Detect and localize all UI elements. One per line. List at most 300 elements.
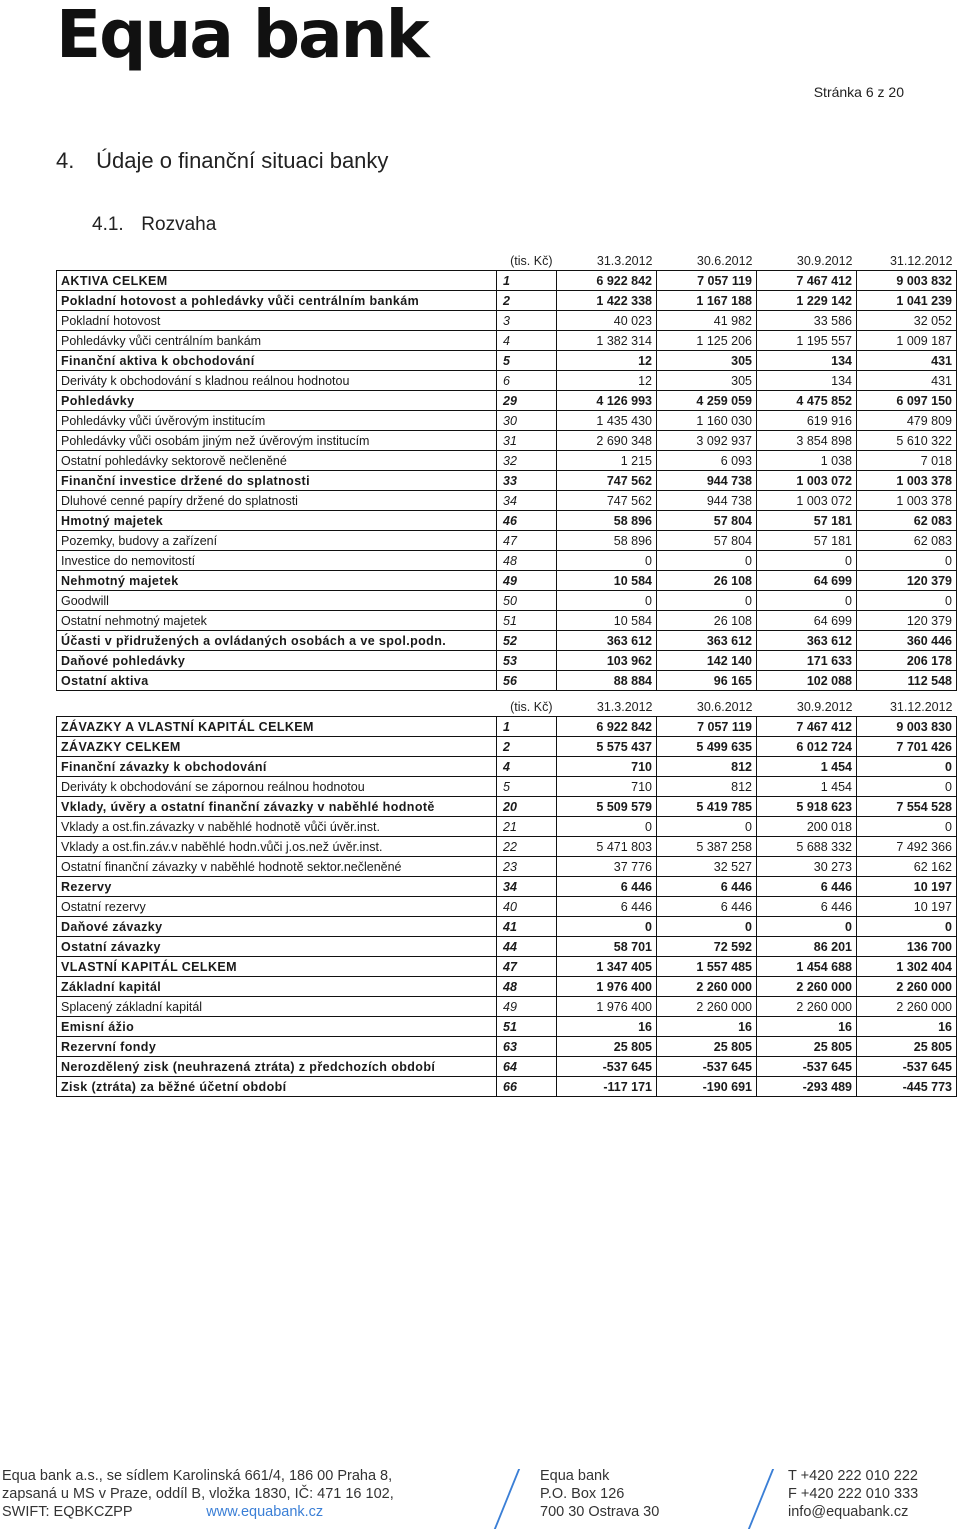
value-cell: 6 097 150 [857, 391, 957, 411]
value-cell: 4 126 993 [557, 391, 657, 411]
table-row [57, 1037, 957, 1057]
table-row [57, 331, 957, 351]
table-row [57, 291, 957, 311]
value-cell: 26 108 [657, 571, 757, 591]
value-cell: -445 773 [857, 1077, 957, 1097]
row-label: Ostatní pohledávky sektorově nečleněné [57, 451, 497, 471]
row-code: 47 [497, 531, 557, 551]
liabilities-table [56, 697, 957, 1097]
value-cell: 710 [557, 757, 657, 777]
value-cell: 7 057 119 [657, 717, 757, 737]
value-cell: -537 645 [657, 1057, 757, 1077]
value-cell: 16 [857, 1017, 957, 1037]
value-cell: 134 [757, 371, 857, 391]
value-cell: 37 776 [557, 857, 657, 877]
value-cell: 1 229 142 [757, 291, 857, 311]
value-cell: -293 489 [757, 1077, 857, 1097]
footer-phone: T +420 222 010 222 [788, 1468, 918, 1484]
table-row [57, 937, 957, 957]
row-label: Pohledávky vůči úvěrovým institucím [57, 411, 497, 431]
value-cell: 2 260 000 [657, 997, 757, 1017]
value-cell: 1 347 405 [557, 957, 657, 977]
value-cell: 62 083 [857, 511, 957, 531]
row-code: 30 [497, 411, 557, 431]
value-cell: 1 041 239 [857, 291, 957, 311]
row-label: Vklady a ost.fin.záv.v naběhlé hodn.vůči j.os.než úvěr.inst. [57, 837, 497, 857]
row-code: 32 [497, 451, 557, 471]
table-header-row [57, 697, 957, 717]
table-row [57, 917, 957, 937]
value-cell: 3 092 937 [657, 431, 757, 451]
value-cell: 363 612 [657, 631, 757, 651]
value-cell: 134 [757, 351, 857, 371]
row-code: 2 [497, 737, 557, 757]
row-code: 34 [497, 491, 557, 511]
row-code: 47 [497, 957, 557, 977]
value-cell: 0 [857, 757, 957, 777]
value-cell: 6 922 842 [557, 717, 657, 737]
row-code: 3 [497, 311, 557, 331]
value-cell: 6 446 [657, 897, 757, 917]
table-header-row [57, 251, 957, 271]
footer-line: Equa bank [540, 1468, 610, 1484]
value-cell: 120 379 [857, 571, 957, 591]
row-label: AKTIVA CELKEM [57, 271, 497, 291]
value-cell: 1 038 [757, 451, 857, 471]
table-row [57, 977, 957, 997]
value-cell: 10 197 [857, 877, 957, 897]
table-row [57, 837, 957, 857]
table-row [57, 877, 957, 897]
row-code: 40 [497, 897, 557, 917]
value-cell: 136 700 [857, 937, 957, 957]
value-cell: 120 379 [857, 611, 957, 631]
table-row [57, 391, 957, 411]
row-label: Vklady a ost.fin.závazky v naběhlé hodnotě vůči úvěr.inst. [57, 817, 497, 837]
value-cell: 1 435 430 [557, 411, 657, 431]
value-cell: 58 701 [557, 937, 657, 957]
row-label: Nerozdělený zisk (neuhrazená ztráta) z předchozích období [57, 1057, 497, 1077]
value-cell: 171 633 [757, 651, 857, 671]
row-code: 48 [497, 551, 557, 571]
row-code: 48 [497, 977, 557, 997]
value-cell: 6 446 [557, 897, 657, 917]
row-code: 4 [497, 757, 557, 777]
table-row [57, 471, 957, 491]
row-code: 51 [497, 611, 557, 631]
value-cell: 0 [757, 551, 857, 571]
row-code: 34 [497, 877, 557, 897]
table-row [57, 737, 957, 757]
row-code: 49 [497, 571, 557, 591]
value-cell: 0 [857, 777, 957, 797]
row-label: Goodwill [57, 591, 497, 611]
value-cell: 58 896 [557, 531, 657, 551]
value-cell: 619 916 [757, 411, 857, 431]
value-cell: 62 083 [857, 531, 957, 551]
value-cell: 33 586 [757, 311, 857, 331]
table-row [57, 817, 957, 837]
value-cell: 86 201 [757, 937, 857, 957]
value-cell: 1 976 400 [557, 997, 657, 1017]
row-label: Ostatní finanční závazky v naběhlé hodnotě sektor.nečleněné [57, 857, 497, 877]
row-code: 1 [497, 271, 557, 291]
table-row [57, 797, 957, 817]
row-label: Ostatní aktiva [57, 671, 497, 691]
value-cell: 363 612 [557, 631, 657, 651]
row-label: Pozemky, budovy a zařízení [57, 531, 497, 551]
value-cell: 1 557 485 [657, 957, 757, 977]
value-cell: 0 [857, 551, 957, 571]
value-cell: 64 699 [757, 571, 857, 591]
value-cell: 1 003 378 [857, 491, 957, 511]
value-cell: 88 884 [557, 671, 657, 691]
value-cell: 1 454 [757, 777, 857, 797]
value-cell: 5 509 579 [557, 797, 657, 817]
value-cell: 0 [657, 551, 757, 571]
value-cell: 16 [757, 1017, 857, 1037]
value-cell: 1 125 206 [657, 331, 757, 351]
value-cell: 112 548 [857, 671, 957, 691]
row-label: Rezervní fondy [57, 1037, 497, 1057]
subsection-heading [92, 214, 216, 236]
value-cell: 305 [657, 371, 757, 391]
value-cell: 96 165 [657, 671, 757, 691]
value-cell: 103 962 [557, 651, 657, 671]
value-cell: 102 088 [757, 671, 857, 691]
value-cell: 1 009 187 [857, 331, 957, 351]
row-code: 49 [497, 997, 557, 1017]
table-row [57, 431, 957, 451]
value-cell: 200 018 [757, 817, 857, 837]
value-cell: 57 804 [657, 531, 757, 551]
value-cell: 10 197 [857, 897, 957, 917]
period-header: 31.12.2012 [857, 251, 957, 271]
value-cell: 431 [857, 351, 957, 371]
value-cell: 0 [857, 917, 957, 937]
row-code: 4 [497, 331, 557, 351]
row-label: Emisní ážio [57, 1017, 497, 1037]
value-cell: 40 023 [557, 311, 657, 331]
value-cell: 142 140 [657, 651, 757, 671]
value-cell: 5 471 803 [557, 837, 657, 857]
value-cell: 0 [657, 591, 757, 611]
value-cell: 1 167 188 [657, 291, 757, 311]
value-cell: 57 804 [657, 511, 757, 531]
value-cell: 10 584 [557, 611, 657, 631]
value-cell: 0 [557, 591, 657, 611]
row-code: 2 [497, 291, 557, 311]
row-label: Pohledávky [57, 391, 497, 411]
value-cell: 0 [757, 917, 857, 937]
value-cell: 32 527 [657, 857, 757, 877]
row-code: 53 [497, 651, 557, 671]
footer-divider [748, 1469, 774, 1529]
table-row [57, 411, 957, 431]
footer-email: info@equabank.cz [788, 1504, 909, 1520]
header-spacer [57, 697, 497, 717]
row-code: 51 [497, 1017, 557, 1037]
row-code: 5 [497, 351, 557, 371]
value-cell: 72 592 [657, 937, 757, 957]
value-cell: 6 446 [757, 897, 857, 917]
value-cell: 7 018 [857, 451, 957, 471]
value-cell: 2 260 000 [857, 977, 957, 997]
row-label: Účasti v přidružených a ovládaných osobách a ve spol.podn. [57, 631, 497, 651]
row-label: Daňové závazky [57, 917, 497, 937]
row-code: 66 [497, 1077, 557, 1097]
value-cell: 1 422 338 [557, 291, 657, 311]
value-cell: 25 805 [657, 1037, 757, 1057]
row-code: 63 [497, 1037, 557, 1057]
value-cell: -117 171 [557, 1077, 657, 1097]
value-cell: 2 690 348 [557, 431, 657, 451]
footer-fax: F +420 222 010 333 [788, 1486, 919, 1502]
value-cell: 0 [557, 817, 657, 837]
table-row [57, 717, 957, 737]
value-cell: 0 [557, 917, 657, 937]
value-cell: 25 805 [857, 1037, 957, 1057]
value-cell: 5 918 623 [757, 797, 857, 817]
footer [0, 1467, 960, 1527]
value-cell: 0 [857, 591, 957, 611]
equa-bank-logo [56, 0, 428, 73]
value-cell: -537 645 [757, 1057, 857, 1077]
footer-line: zapsaná u MS v Praze, oddíl B, vložka 1830, IČ: 471 16 102, [2, 1486, 394, 1502]
value-cell: 62 162 [857, 857, 957, 877]
row-code: 50 [497, 591, 557, 611]
table-row [57, 997, 957, 1017]
value-cell: 16 [557, 1017, 657, 1037]
table-row [57, 651, 957, 671]
value-cell: 58 896 [557, 511, 657, 531]
value-cell: 1 195 557 [757, 331, 857, 351]
value-cell: 26 108 [657, 611, 757, 631]
table-row [57, 311, 957, 331]
value-cell: 6 093 [657, 451, 757, 471]
table-row [57, 371, 957, 391]
row-label: Ostatní závazky [57, 937, 497, 957]
row-label: Rezervy [57, 877, 497, 897]
value-cell: 6 446 [657, 877, 757, 897]
period-header: 30.9.2012 [757, 251, 857, 271]
table-row [57, 531, 957, 551]
table-row [57, 671, 957, 691]
value-cell: 6 922 842 [557, 271, 657, 291]
row-label: Ostatní nehmotný majetek [57, 611, 497, 631]
footer-contacts [788, 1467, 918, 1521]
table-row [57, 757, 957, 777]
footer-line [2, 1503, 394, 1521]
value-cell: 2 260 000 [657, 977, 757, 997]
table-row [57, 351, 957, 371]
value-cell: 360 446 [857, 631, 957, 651]
subsection-title: Rozvaha [141, 214, 217, 235]
section-title: Údaje o finanční situaci banky [96, 148, 389, 173]
value-cell: 5 387 258 [657, 837, 757, 857]
value-cell: 7 701 426 [857, 737, 957, 757]
period-header: 30.6.2012 [657, 697, 757, 717]
section-number: 4. [56, 148, 75, 173]
value-cell: 1 215 [557, 451, 657, 471]
value-cell: 2 260 000 [857, 997, 957, 1017]
row-label: Pokladní hotovost a pohledávky vůči centrálním bankám [57, 291, 497, 311]
table-row [57, 631, 957, 651]
value-cell: -537 645 [557, 1057, 657, 1077]
value-cell: 1 003 072 [757, 471, 857, 491]
value-cell: 12 [557, 371, 657, 391]
row-code: 52 [497, 631, 557, 651]
value-cell: 7 554 528 [857, 797, 957, 817]
row-label: Finanční investice držené do splatnosti [57, 471, 497, 491]
value-cell: 6 012 724 [757, 737, 857, 757]
table-row [57, 1077, 957, 1097]
row-code: 64 [497, 1057, 557, 1077]
value-cell: 1 454 688 [757, 957, 857, 977]
row-label: ZÁVAZKY CELKEM [57, 737, 497, 757]
value-cell: 9 003 830 [857, 717, 957, 737]
value-cell: 1 302 404 [857, 957, 957, 977]
value-cell: 944 738 [657, 471, 757, 491]
row-label: Vklady, úvěry a ostatní finanční závazky v naběhlé hodnotě [57, 797, 497, 817]
value-cell: 5 688 332 [757, 837, 857, 857]
footer-swift: SWIFT: EQBKCZPP [2, 1504, 133, 1520]
row-label: Hmotný majetek [57, 511, 497, 531]
row-label: Základní kapitál [57, 977, 497, 997]
row-label: Zisk (ztráta) za běžné účetní období [57, 1077, 497, 1097]
row-label: Finanční závazky k obchodování [57, 757, 497, 777]
row-code: 31 [497, 431, 557, 451]
value-cell: 0 [557, 551, 657, 571]
row-code: 21 [497, 817, 557, 837]
header-spacer [57, 251, 497, 271]
value-cell: 431 [857, 371, 957, 391]
value-cell: 57 181 [757, 511, 857, 531]
row-label: Ostatní rezervy [57, 897, 497, 917]
footer-postal-address [540, 1467, 659, 1521]
value-cell: 5 610 322 [857, 431, 957, 451]
value-cell: 747 562 [557, 491, 657, 511]
value-cell: 0 [857, 817, 957, 837]
value-cell: 812 [657, 777, 757, 797]
row-label: Dluhové cenné papíry držené do splatnosti [57, 491, 497, 511]
period-header: 30.6.2012 [657, 251, 757, 271]
footer-line: 700 30 Ostrava 30 [540, 1504, 660, 1520]
value-cell: 7 467 412 [757, 271, 857, 291]
period-header: 30.9.2012 [757, 697, 857, 717]
table-row [57, 1017, 957, 1037]
value-cell: 3 854 898 [757, 431, 857, 451]
value-cell: 0 [657, 817, 757, 837]
value-cell: 12 [557, 351, 657, 371]
value-cell: 479 809 [857, 411, 957, 431]
table-row [57, 491, 957, 511]
row-code: 46 [497, 511, 557, 531]
row-label: Finanční aktiva k obchodování [57, 351, 497, 371]
section-heading [56, 148, 388, 174]
value-cell: 0 [757, 591, 857, 611]
value-cell: -190 691 [657, 1077, 757, 1097]
value-cell: 9 003 832 [857, 271, 957, 291]
value-cell: 812 [657, 757, 757, 777]
value-cell: 25 805 [757, 1037, 857, 1057]
row-label: VLASTNÍ KAPITÁL CELKEM [57, 957, 497, 977]
value-cell: 5 419 785 [657, 797, 757, 817]
value-cell: 1 454 [757, 757, 857, 777]
logo-text: Equa bank [56, 0, 428, 73]
value-cell: 10 584 [557, 571, 657, 591]
table-row [57, 571, 957, 591]
row-code: 20 [497, 797, 557, 817]
value-cell: 32 052 [857, 311, 957, 331]
row-code: 56 [497, 671, 557, 691]
value-cell: 7 467 412 [757, 717, 857, 737]
page-number: Stránka 6 z 20 [813, 84, 904, 100]
row-code: 22 [497, 837, 557, 857]
value-cell: 64 699 [757, 611, 857, 631]
row-code: 5 [497, 777, 557, 797]
unit-label: (tis. Kč) [497, 251, 557, 271]
row-code: 1 [497, 717, 557, 737]
value-cell: 4 259 059 [657, 391, 757, 411]
row-label: Daňové pohledávky [57, 651, 497, 671]
value-cell: 944 738 [657, 491, 757, 511]
value-cell: 6 446 [757, 877, 857, 897]
table-row [57, 551, 957, 571]
value-cell: 1 003 378 [857, 471, 957, 491]
table-row [57, 957, 957, 977]
table-row [57, 777, 957, 797]
row-code: 6 [497, 371, 557, 391]
row-label: Nehmotný majetek [57, 571, 497, 591]
footer-line: Equa bank a.s., se sídlem Karolinská 661/4, 186 00 Praha 8, [2, 1468, 393, 1484]
period-header: 31.3.2012 [557, 251, 657, 271]
period-header: 31.3.2012 [557, 697, 657, 717]
footer-divider [494, 1469, 520, 1529]
row-label: Pohledávky vůči osobám jiným než úvěrovým institucím [57, 431, 497, 451]
table-row [57, 591, 957, 611]
value-cell: 0 [657, 917, 757, 937]
value-cell: 7 057 119 [657, 271, 757, 291]
value-cell: 6 446 [557, 877, 657, 897]
value-cell: 1 382 314 [557, 331, 657, 351]
value-cell: 5 575 437 [557, 737, 657, 757]
value-cell: 1 976 400 [557, 977, 657, 997]
subsection-number: 4.1. [92, 214, 124, 235]
value-cell: 7 492 366 [857, 837, 957, 857]
value-cell: 206 178 [857, 651, 957, 671]
row-label: Deriváty k obchodování s kladnou reálnou hodnotou [57, 371, 497, 391]
value-cell: -537 645 [857, 1057, 957, 1077]
table-row [57, 1057, 957, 1077]
value-cell: 41 982 [657, 311, 757, 331]
value-cell: 30 273 [757, 857, 857, 877]
table-row [57, 271, 957, 291]
row-code: 29 [497, 391, 557, 411]
value-cell: 16 [657, 1017, 757, 1037]
value-cell: 5 499 635 [657, 737, 757, 757]
table-row [57, 511, 957, 531]
value-cell: 57 181 [757, 531, 857, 551]
row-code: 41 [497, 917, 557, 937]
row-code: 44 [497, 937, 557, 957]
row-label: Splacený základní kapitál [57, 997, 497, 1017]
footer-website-link[interactable]: www.equabank.cz [206, 1504, 324, 1520]
row-code: 23 [497, 857, 557, 877]
value-cell: 1 003 072 [757, 491, 857, 511]
table-row [57, 451, 957, 471]
value-cell: 4 475 852 [757, 391, 857, 411]
